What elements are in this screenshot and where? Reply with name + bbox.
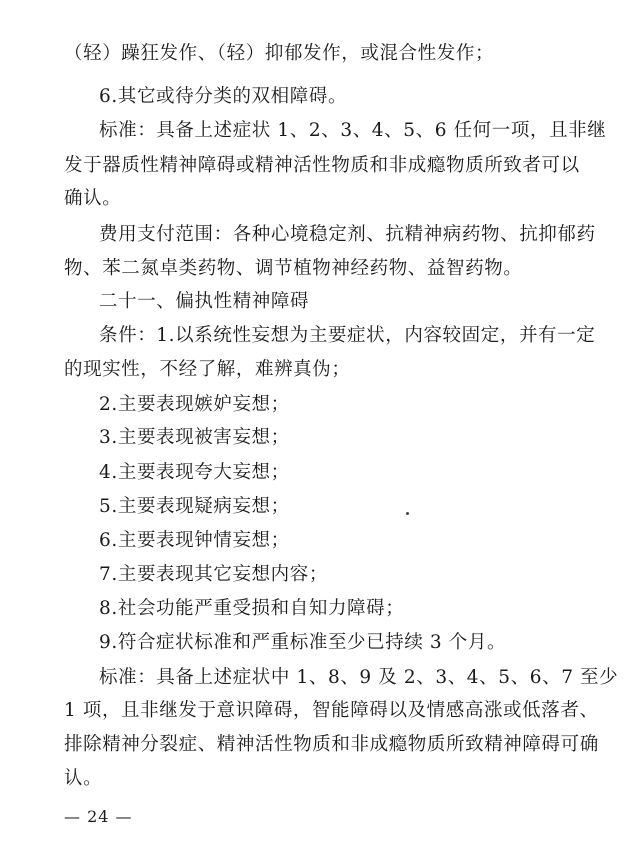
standard-line-1: 标准：具备上述症状中 1、8、9 及 2、3、4、5、6、7 至少: [99, 667, 619, 688]
list-item-4: 4.主要表现夸大妄想；: [99, 462, 290, 483]
list-item-3: 3.主要表现被害妄想；: [99, 427, 290, 448]
criteria-paragraph-line-3: 确认。: [64, 188, 122, 209]
standard-line-3: 排除精神分裂症、精神活性物质和非成瘾物质所致精神障碍可确: [64, 734, 599, 755]
criteria-paragraph-line-2: 发于器质性精神障碍或精神活性物质和非成瘾物质所致者可以: [64, 155, 580, 176]
scan-speck: [406, 512, 409, 515]
criteria-paragraph-line-1: 标准：具备上述症状 1、2、3、4、5、6 任何一项，且非继: [99, 120, 607, 141]
list-item-7: 7.主要表现其它妄想内容；: [99, 564, 328, 585]
payment-scope-line-1: 费用支付范围：各种心境稳定剂、抗精神病药物、抗抑郁药: [99, 224, 596, 245]
list-item-6-bipolar-other: 6.其它或待分类的双相障碍。: [99, 86, 348, 107]
payment-scope-line-2: 物、苯二氮卓类药物、调节植物神经药物、益智药物。: [64, 258, 523, 279]
list-item-5: 5.主要表现疑病妄想；: [99, 496, 290, 517]
standard-line-4: 认。: [64, 768, 103, 789]
page-number: — 24 —: [64, 807, 133, 826]
condition-line-1: 条件：1.以系统性妄想为主要症状，内容较固定，并有一定: [99, 325, 596, 346]
list-item-6: 6.主要表现钟情妄想；: [99, 530, 290, 551]
condition-line-2: 的现实性，不经了解，难辨真伪；: [64, 359, 351, 380]
list-item-8: 8.社会功能严重受损和自知力障碍；: [99, 598, 405, 619]
list-item-2: 2.主要表现嫉妒妄想；: [99, 394, 290, 415]
list-item-9: 9.符合症状标准和严重标准至少已持续 3 个月。: [99, 632, 507, 653]
section-heading: 二十一、偏执性精神障碍: [99, 291, 310, 312]
text-line-1: （轻）躁狂发作、（轻）抑郁发作，或混合性发作；: [64, 43, 495, 64]
standard-line-2: 1 项，且非继发于意识障碍，智能障碍以及情感高涨或低落者、: [64, 700, 599, 721]
